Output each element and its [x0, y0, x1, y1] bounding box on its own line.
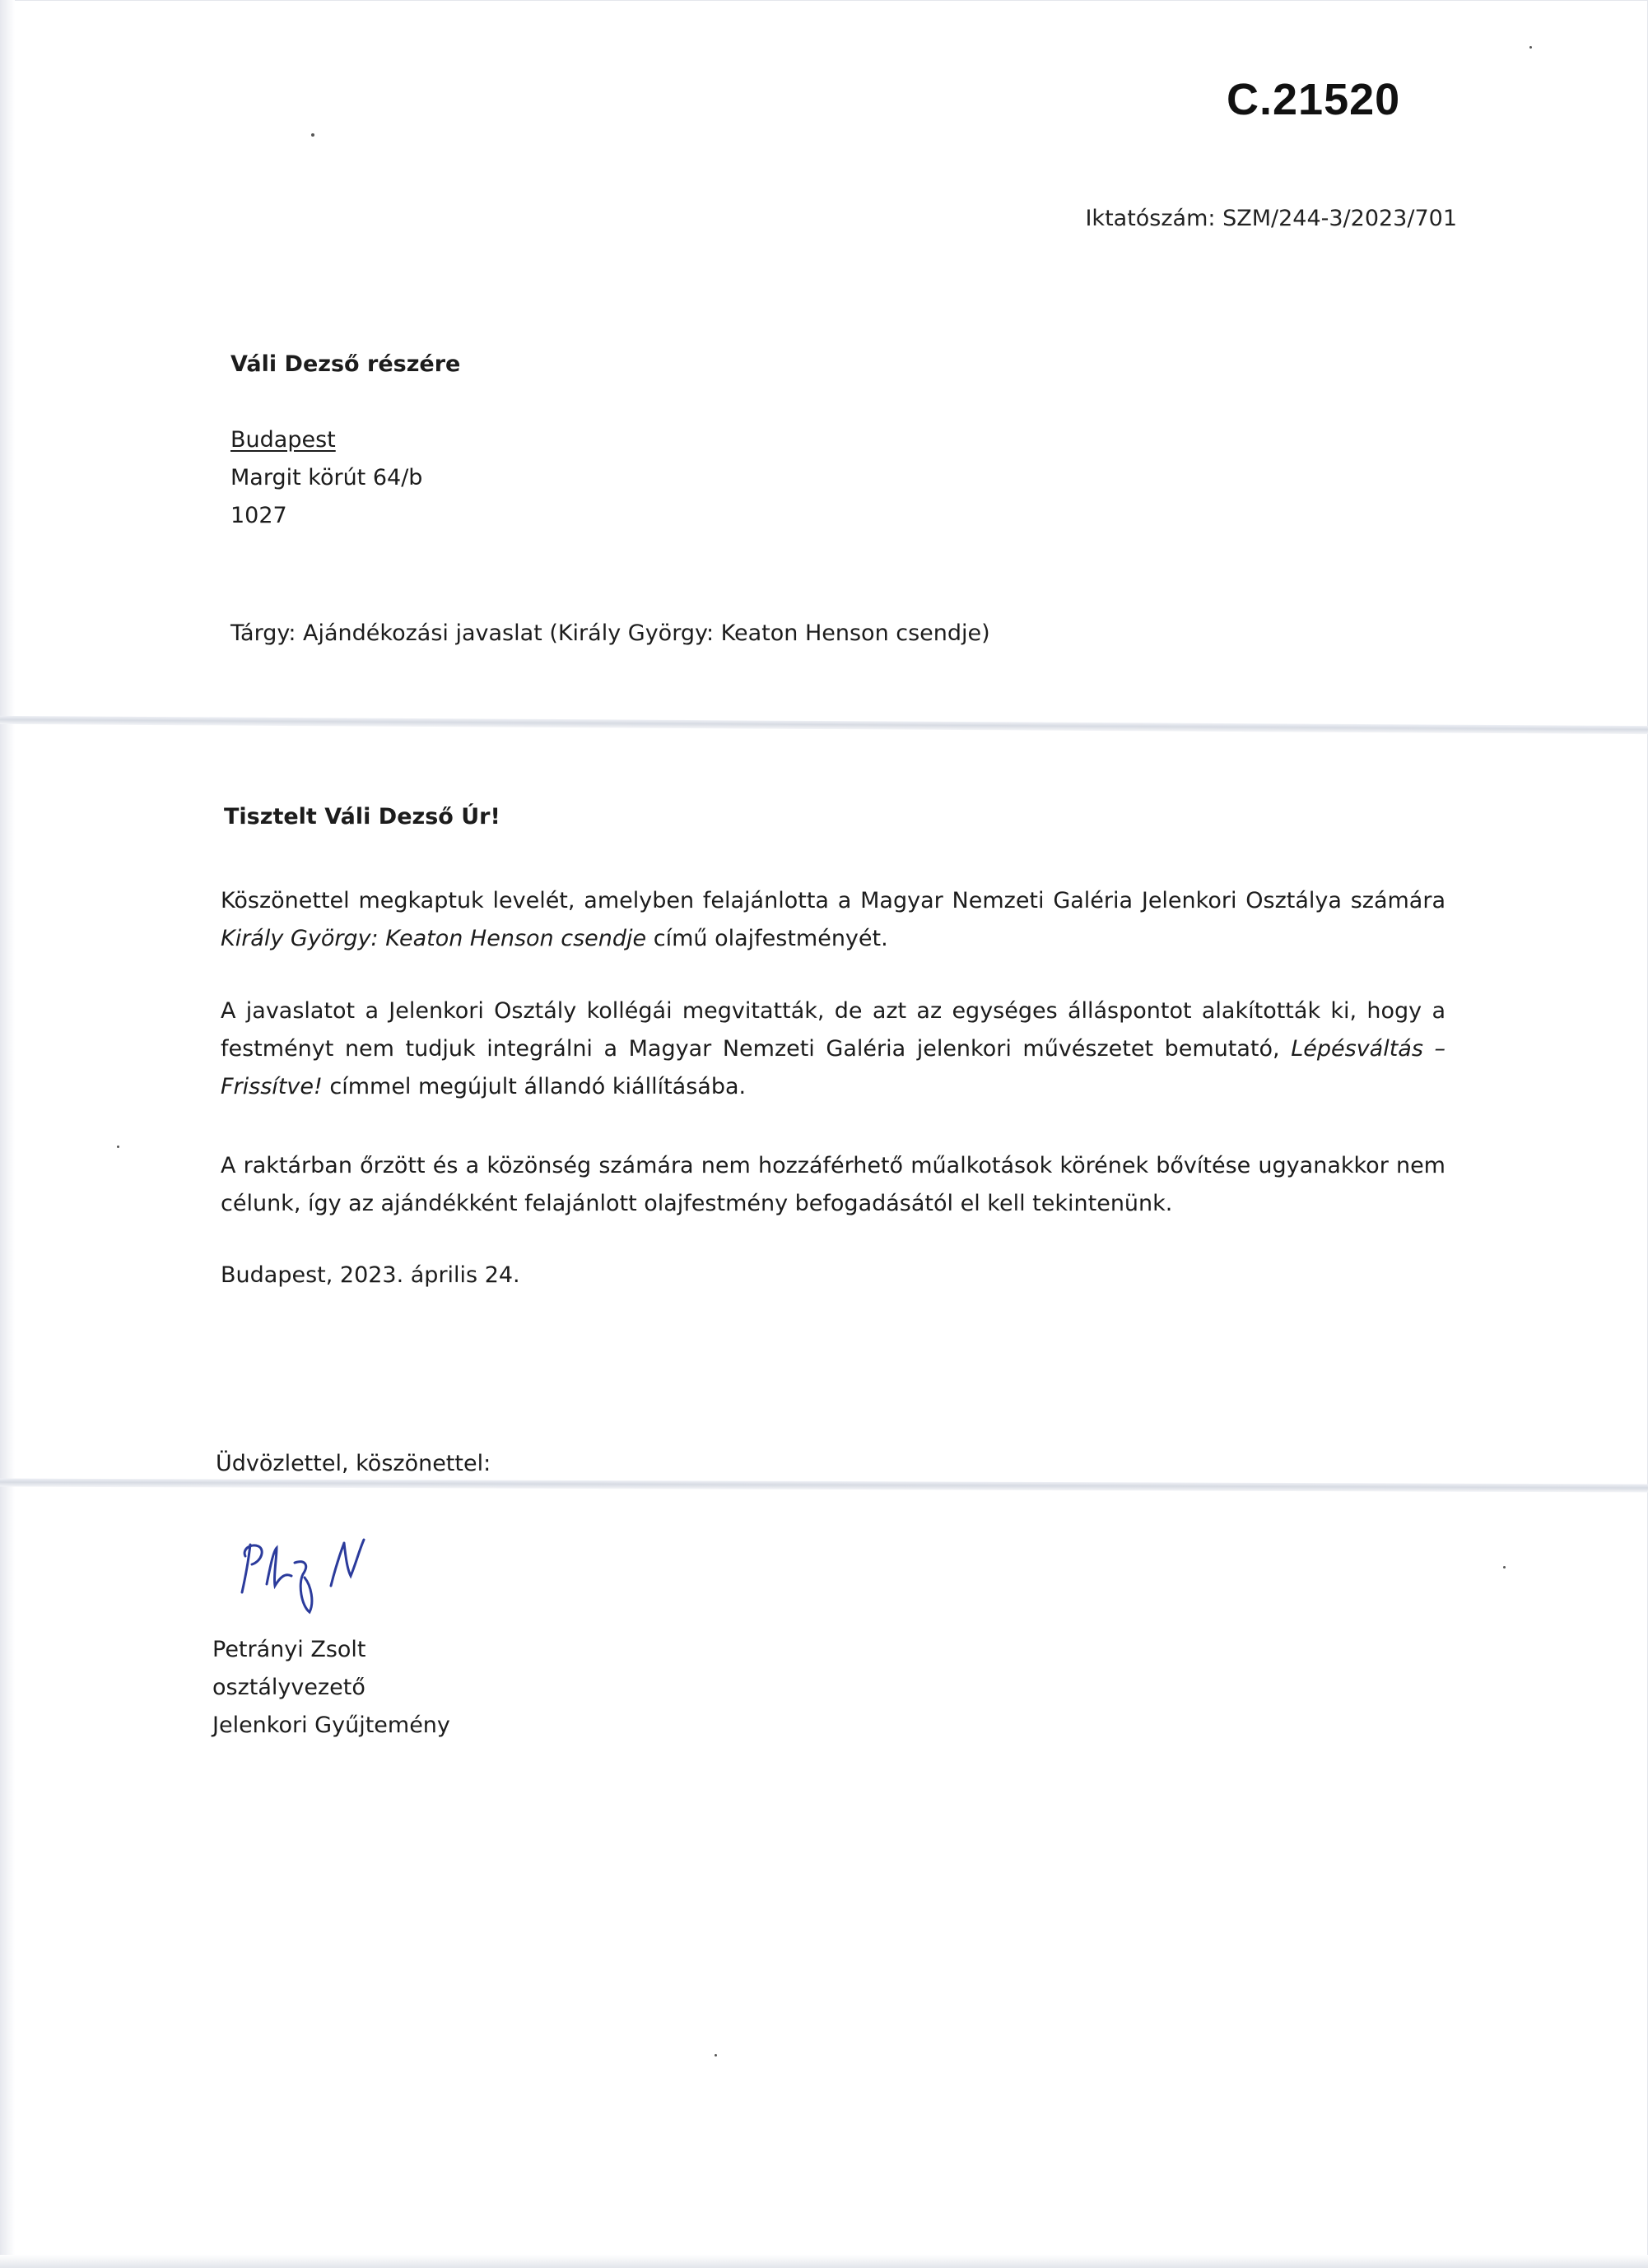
paper-speck	[715, 2054, 717, 2057]
body-paragraph-2	[221, 992, 1445, 1106]
recipient-postal-code: 1027	[230, 503, 287, 528]
signatory-name: Petrányi Zsolt	[212, 1637, 366, 1662]
paper-left-edge	[0, 0, 15, 2268]
salutation: Tisztelt Váli Dezső Úr!	[224, 804, 500, 830]
paragraph-1-text-b: című olajfestményét.	[646, 926, 888, 951]
paper-fold-line	[0, 716, 1648, 734]
paragraph-2-text-a: A javaslatot a Jelenkori Osztály kollégái megvitatták, de azt az egységes álláspontot alakították ki, hogy a festményt nem tudjuk integrálni a Magyar Nemzeti Galéria jelenkori művészetet bemutató,	[221, 998, 1445, 1062]
registration-number: Iktatószám: SZM/244-3/2023/701	[1085, 206, 1457, 231]
signatory-title: osztályvezető	[212, 1675, 365, 1700]
recipient-name: Váli Dezső részére	[230, 351, 461, 377]
handwritten-signature	[234, 1527, 390, 1617]
paper-speck	[1503, 1566, 1506, 1569]
recipient-city: Budapest	[230, 427, 336, 453]
paragraph-1-text-a: Köszönettel megkaptuk levelét, amelyben felajánlotta a Magyar Nemzeti Galéria Jelenkori Osztálya számára	[221, 888, 1445, 913]
paragraph-1-artwork-title: Király György: Keaton Henson csendje	[221, 926, 647, 951]
paragraph-2-exhibition-title: Lépésváltás – Frissítve!	[221, 1036, 1445, 1099]
paper-speck	[117, 1146, 119, 1148]
body-paragraph-3	[221, 1147, 1445, 1223]
body-paragraph-1	[221, 882, 1445, 958]
paper-speck	[1529, 46, 1532, 49]
subject-line: Tárgy: Ajándékozási javaslat (Király György: Keaton Henson csendje)	[230, 620, 990, 646]
paper-bottom-edge	[0, 2255, 1648, 2268]
paragraph-3-text: A raktárban őrzött és a közönség számára nem hozzáférhető műalkotások körének bővítése ugyanakkor nem célunk, így az ajándékként felajánlott olajfestmény befogadásától el kell tekintenünk.	[221, 1153, 1445, 1216]
date-line: Budapest, 2023. április 24.	[221, 1262, 520, 1288]
paragraph-2-text-b: címmel megújult állandó kiállításába.	[322, 1074, 747, 1099]
closing-line: Üdvözlettel, köszönettel:	[216, 1451, 491, 1476]
signatory-department: Jelenkori Gyűjtemény	[212, 1713, 450, 1738]
paper-speck	[311, 133, 314, 137]
document-number: C.21520	[1227, 75, 1401, 124]
recipient-street: Margit körút 64/b	[230, 465, 423, 490]
